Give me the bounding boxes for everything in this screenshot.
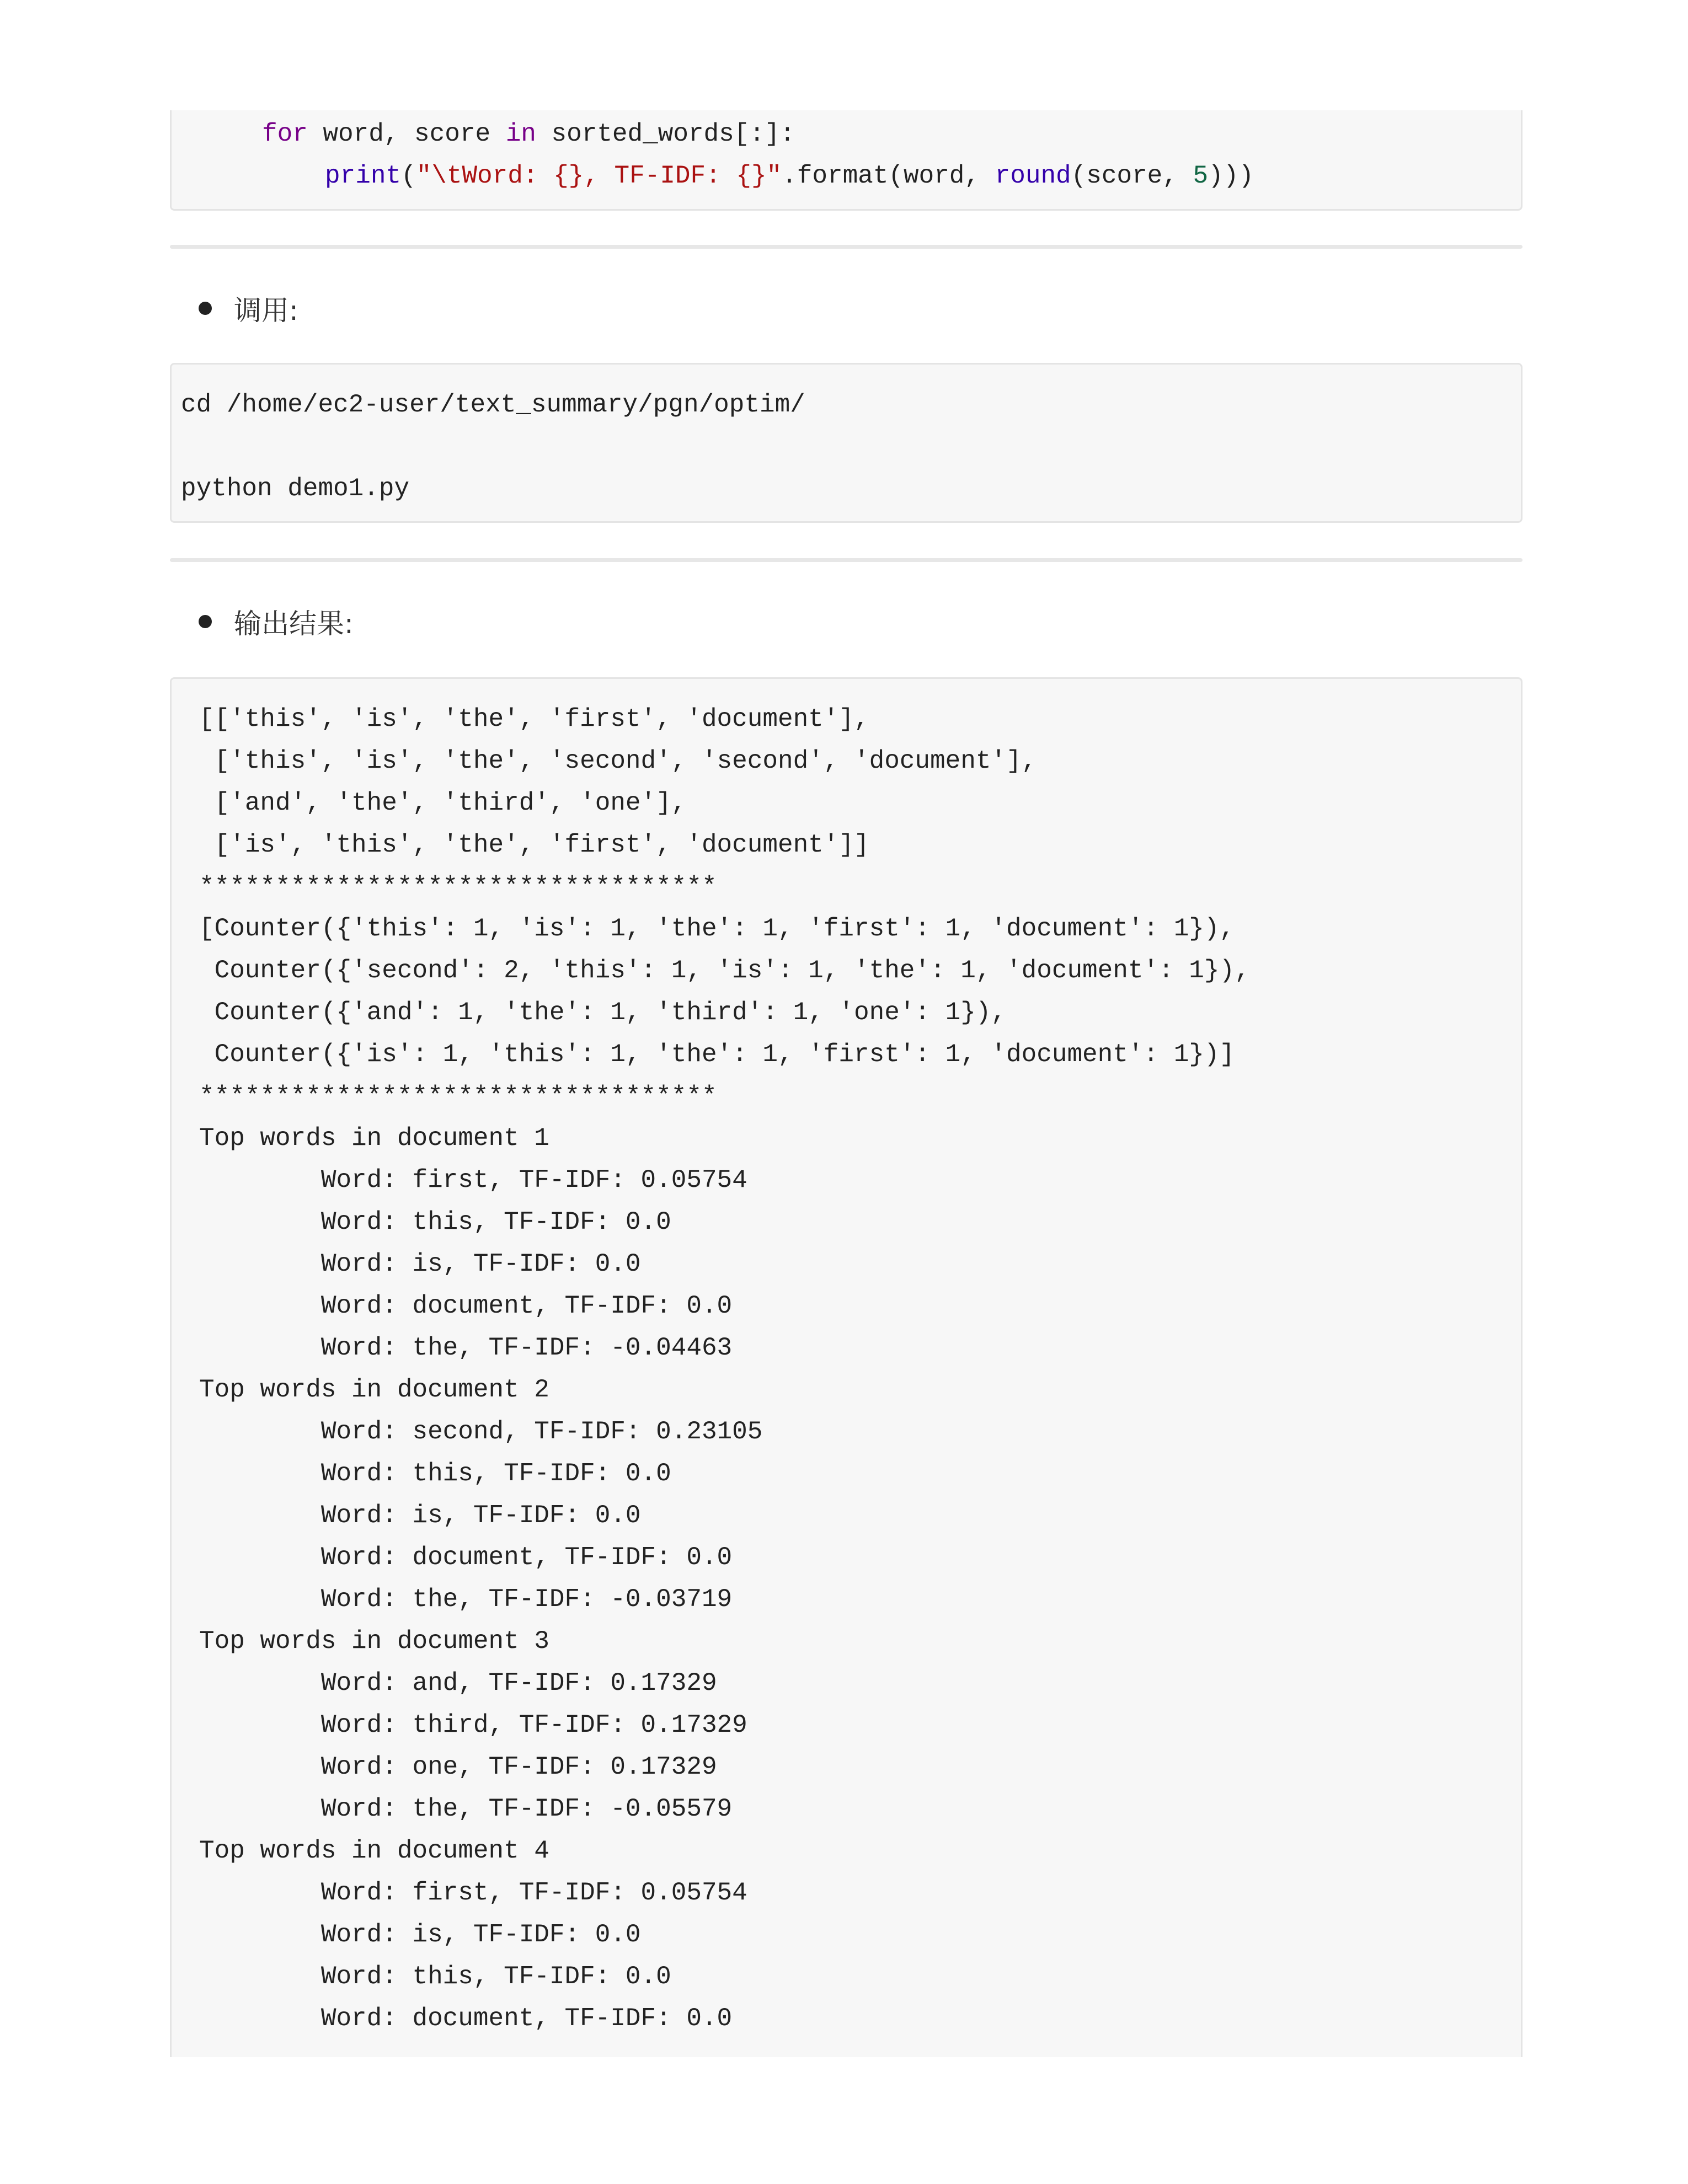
- output-line: **********************************: [199, 1082, 717, 1111]
- section-divider: [170, 558, 1523, 562]
- output-line: Word: this, TF-IDF: 0.0: [199, 1459, 671, 1488]
- code-block-snippet: [170, 110, 1523, 211]
- code-builtin: round: [995, 162, 1071, 190]
- output-line: Word: this, TF-IDF: 0.0: [199, 1208, 671, 1236]
- code-text: .format(word,: [782, 162, 995, 190]
- output-line: **********************************: [199, 872, 717, 901]
- output-line: Word: second, TF-IDF: 0.23105: [199, 1417, 763, 1446]
- output-line: Word: document, TF-IDF: 0.0: [199, 1292, 733, 1320]
- output-line: [Counter({'this': 1, 'is': 1, 'the': 1, 'first': 1, 'document': 1}),: [199, 914, 1235, 943]
- output-line: ['this', 'is', 'the', 'second', 'second', 'document'],: [199, 747, 1037, 775]
- code-text: sorted_words[:]:: [536, 120, 795, 148]
- output-line: Counter({'is': 1, 'this': 1, 'the': 1, 'first': 1, 'document': 1})]: [199, 1040, 1235, 1069]
- code-line: [172, 155, 1521, 197]
- output-line: Word: this, TF-IDF: 0.0: [199, 1962, 671, 1991]
- output-line: Word: first, TF-IDF: 0.05754: [199, 1878, 747, 1907]
- code-number: 5: [1193, 162, 1209, 190]
- code-keyword: for: [262, 120, 308, 148]
- bullet-dot-icon: [199, 615, 212, 628]
- output-line: Word: document, TF-IDF: 0.0: [199, 2004, 733, 2033]
- output-line: Counter({'second': 2, 'this': 1, 'is': 1, 'the': 1, 'document': 1}),: [199, 956, 1250, 985]
- output-line: Word: document, TF-IDF: 0.0: [199, 1543, 733, 1572]
- code-string: "\tWord: {}, TF-IDF: {}": [416, 162, 782, 190]
- output-line: ['is', 'this', 'the', 'first', 'document']]: [199, 831, 869, 859]
- output-line: ['and', 'the', 'third', 'one'],: [199, 789, 687, 817]
- output-line: Word: is, TF-IDF: 0.0: [199, 1501, 641, 1530]
- output-line: Top words in document 3: [199, 1627, 549, 1656]
- code-text: ))): [1208, 162, 1254, 190]
- output-line: Top words in document 1: [199, 1124, 549, 1153]
- section-divider: [170, 245, 1523, 249]
- output-line: Word: is, TF-IDF: 0.0: [199, 1920, 641, 1949]
- code-block-output: [170, 677, 1523, 2057]
- code-text: (: [401, 162, 416, 190]
- output-line: Word: the, TF-IDF: -0.03719: [199, 1585, 733, 1614]
- output-line: Word: is, TF-IDF: 0.0: [199, 1250, 641, 1278]
- output-line: Word: and, TF-IDF: 0.17329: [199, 1669, 717, 1698]
- bullet-dot-icon: [199, 302, 212, 315]
- code-builtin: print: [325, 162, 402, 190]
- output-line: [['this', 'is', 'the', 'first', 'document'],: [199, 705, 869, 734]
- output-line: Word: one, TF-IDF: 0.17329: [199, 1753, 717, 1781]
- output-line: Word: the, TF-IDF: -0.05579: [199, 1795, 733, 1823]
- bullet-item-call: [199, 286, 298, 330]
- command-line: [181, 426, 1521, 468]
- bullet-label: 输出结果:: [234, 608, 354, 640]
- output-line: Word: third, TF-IDF: 0.17329: [199, 1711, 747, 1739]
- code-keyword: in: [505, 120, 536, 148]
- output-line: Top words in document 4: [199, 1837, 549, 1865]
- output-line: Counter({'and': 1, 'the': 1, 'third': 1, 'one': 1}),: [199, 998, 1007, 1027]
- command-line: python demo1.py: [181, 474, 410, 503]
- output-line: Top words in document 2: [199, 1375, 549, 1404]
- bullet-label: 调用:: [234, 295, 298, 326]
- output-line: Word: the, TF-IDF: -0.04463: [199, 1334, 733, 1362]
- output-line: Word: first, TF-IDF: 0.05754: [199, 1166, 747, 1195]
- code-text: word, score: [307, 120, 506, 148]
- bullet-item-output: [199, 599, 354, 644]
- code-block-command: [170, 363, 1523, 523]
- command-line: cd /home/ec2-user/text_summary/pgn/optim/: [181, 390, 805, 419]
- code-text: (score,: [1071, 162, 1193, 190]
- code-line: [172, 113, 1521, 155]
